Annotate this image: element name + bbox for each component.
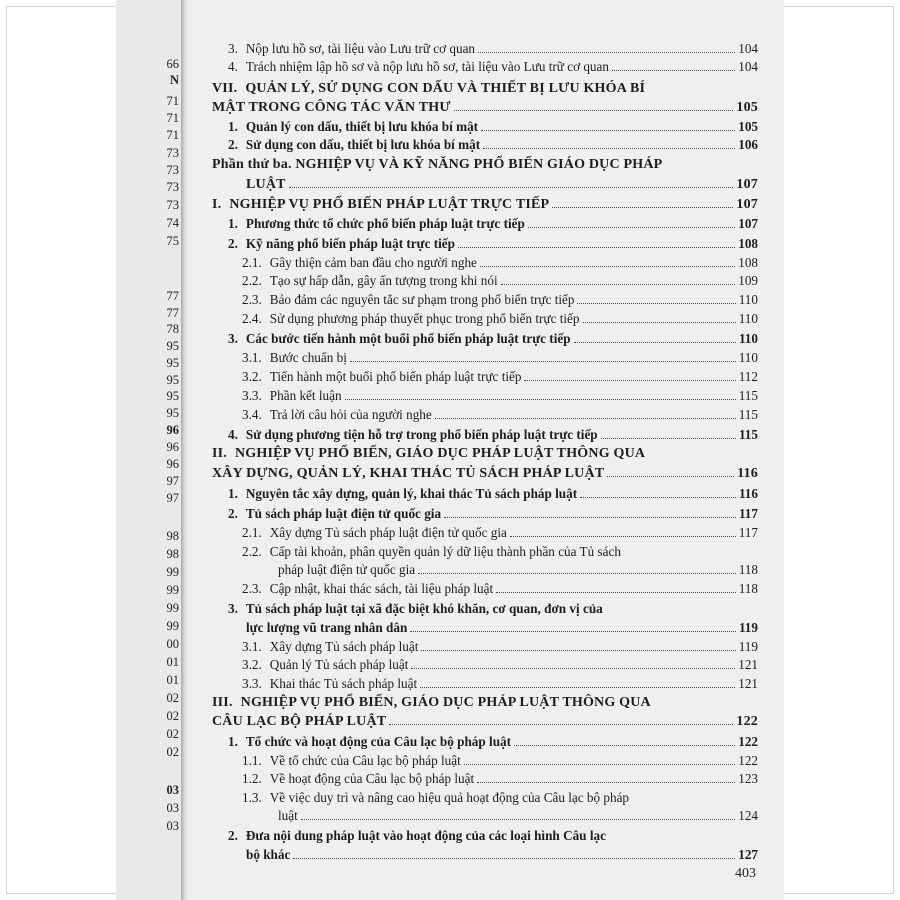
toc-entry-title: LUẬT	[246, 177, 286, 192]
toc-entry-title: bộ khác	[246, 847, 291, 862]
toc-entry-title: Trả lời câu hỏi của người nghe	[269, 407, 432, 422]
toc-leader-dots	[607, 476, 734, 477]
left-page-number: 75	[166, 234, 179, 248]
toc-entry	[212, 694, 758, 711]
toc-entry	[242, 675, 758, 692]
toc-entry-number: 3.2.	[242, 657, 262, 672]
toc-entry-page: 127	[738, 847, 758, 862]
toc-leader-dots	[410, 631, 736, 632]
left-page-number: 00	[166, 637, 179, 651]
toc-entry-title: NGHIỆP VỤ PHỔ BIẾN, GIÁO DỤC PHÁP LUẬT THÔNG QUA	[235, 446, 646, 461]
toc-entry	[212, 80, 758, 97]
toc-leader-dots	[580, 497, 736, 498]
toc-entry-title: Cấp tài khoản, phân quyền quản lý dữ liệu thành phần của Tủ sách	[269, 544, 621, 559]
toc-leader-dots	[552, 207, 733, 208]
toc-entry-page: 107	[736, 197, 758, 212]
toc-leader-dots	[411, 668, 735, 669]
left-page-number: 03	[166, 783, 179, 797]
toc-leader-dots	[477, 782, 735, 783]
toc-entry	[228, 136, 758, 153]
toc-entry-page: 110	[738, 331, 758, 346]
toc-entry	[212, 196, 758, 213]
toc-entry-page: 109	[738, 273, 758, 288]
toc-entry	[242, 310, 758, 327]
toc-entry-title: Cập nhật, khai thác sách, tài liệu pháp luật	[269, 581, 494, 596]
toc-leader-dots	[444, 517, 736, 518]
toc-entry-number: 3.	[228, 331, 238, 346]
toc-entry-number: 2.	[228, 506, 238, 521]
left-page-number: 96	[166, 440, 179, 454]
toc-entry	[228, 827, 758, 844]
toc-entry-title: XÂY DỰNG, QUẢN LÝ, KHAI THÁC TỦ SÁCH PHÁP LUẬT	[212, 466, 605, 481]
left-page-number: 95	[166, 373, 179, 387]
toc-entry-number: 2.4.	[242, 311, 262, 326]
toc-leader-dots	[350, 361, 736, 362]
toc-entry-title: Kỹ năng phổ biến pháp luật trực tiếp	[245, 236, 455, 251]
left-page-number: 03	[166, 801, 179, 815]
left-page-number: 73	[166, 163, 179, 177]
toc-entry	[278, 561, 758, 578]
toc-leader-dots	[601, 438, 736, 439]
book-spine	[181, 0, 188, 900]
toc-entry-page: 106	[738, 137, 758, 152]
left-page-number: 98	[166, 529, 179, 543]
toc-leader-dots	[458, 247, 735, 248]
toc-leader-dots	[528, 227, 735, 228]
left-page-number: 99	[166, 601, 179, 615]
toc-leader-dots	[389, 724, 733, 725]
left-page-number: 71	[166, 94, 179, 108]
toc-leader-dots	[480, 266, 735, 267]
left-page-number: 97	[166, 474, 179, 488]
toc-entry-page: 117	[738, 525, 758, 540]
toc-entry-number: 3.1.	[242, 350, 262, 365]
toc-leader-dots	[435, 418, 736, 419]
toc-entry	[212, 99, 758, 116]
toc-entry-title: Về tổ chức của Câu lạc bộ pháp luật	[269, 753, 461, 768]
toc-entry-number: 1.2.	[242, 771, 262, 786]
left-page-number: 73	[166, 198, 179, 212]
toc-entry-number: 2.2.	[242, 273, 262, 288]
toc-entry-page: 116	[737, 466, 758, 481]
toc-leader-dots	[481, 130, 735, 131]
left-page-number: 01	[166, 655, 179, 669]
toc-entry-title: Về việc duy trì và nâng cao hiệu quả hoạt động của Câu lạc bộ pháp	[269, 790, 630, 805]
toc-leader-dots	[483, 148, 735, 149]
toc-entry-title: MẬT TRONG CÔNG TÁC VĂN THƯ	[212, 100, 451, 115]
toc-leader-dots	[577, 303, 735, 304]
toc-entry	[242, 770, 758, 787]
left-page-number: 02	[166, 745, 179, 759]
toc-entry-page: 110	[738, 350, 758, 365]
left-page-number: 95	[166, 356, 179, 370]
toc-entry-page: 122	[738, 753, 758, 768]
toc-entry-number: 2.1.	[242, 525, 262, 540]
toc-entry	[242, 789, 758, 806]
toc-entry-page: 112	[738, 369, 758, 384]
toc-entry-page: 108	[738, 236, 758, 251]
toc-entry-page: 118	[738, 562, 758, 577]
toc-entry-page: 122	[738, 734, 758, 749]
toc-entry-number: 1.	[228, 486, 238, 501]
left-page-number: 02	[166, 709, 179, 723]
toc-entry-title: CÂU LẠC BỘ PHÁP LUẬT	[212, 714, 387, 729]
left-page-number: 73	[166, 146, 179, 160]
toc-entry-number: III.	[212, 695, 233, 710]
toc-entry-page: 108	[738, 255, 758, 270]
toc-entry-title: Sử dụng phương pháp thuyết phục trong phổ biến trực tiếp	[269, 311, 580, 326]
toc-entry-page: 104	[738, 41, 758, 56]
toc-entry-number: VII.	[212, 81, 238, 96]
toc-entry-page: 105	[736, 100, 758, 115]
left-page-number: 02	[166, 727, 179, 741]
toc-entry-page: 115	[738, 388, 758, 403]
toc-entry	[242, 638, 758, 655]
toc-entry	[228, 235, 758, 252]
toc-entry	[242, 254, 758, 271]
toc-entry	[246, 176, 758, 193]
left-page-number: 01	[166, 673, 179, 687]
left-page-number: 95	[166, 339, 179, 353]
toc-entry-number: 3.	[228, 601, 238, 616]
toc-entry	[246, 846, 758, 863]
toc-entry-number: 1.1.	[242, 753, 262, 768]
toc-entry-title: Gây thiện cảm ban đầu cho người nghe	[269, 255, 477, 270]
toc-entry	[242, 580, 758, 597]
toc-entry-page: 104	[738, 59, 758, 74]
toc-entry-page: 115	[738, 407, 758, 422]
toc-entry	[242, 752, 758, 769]
toc-leader-dots	[420, 687, 735, 688]
toc-entry-number: 1.	[228, 119, 238, 134]
toc-entry-title: Đưa nội dung pháp luật vào hoạt động của các loại hình Câu lạc	[245, 828, 606, 843]
toc-leader-dots	[345, 399, 736, 400]
toc-entry-number: 2.2.	[242, 544, 262, 559]
toc-entry-page: 123	[738, 771, 758, 786]
toc-entry	[212, 156, 758, 173]
toc-entry-number: 1.	[228, 734, 238, 749]
left-page-number: 73	[166, 180, 179, 194]
toc-entry	[228, 330, 758, 347]
left-page-number: 95	[166, 406, 179, 420]
toc-leader-dots	[574, 342, 736, 343]
toc-entry-number: II.	[212, 446, 227, 461]
toc-entry-number: 2.	[228, 236, 238, 251]
toc-entry-page: 121	[738, 676, 758, 691]
toc-entry-title: Nộp lưu hồ sơ, tài liệu vào Lưu trữ cơ quan	[245, 41, 476, 56]
toc-entry-page: 119	[738, 639, 758, 654]
toc-entry-title: Các bước tiến hành một buổi phổ biến pháp luật trực tiếp	[245, 331, 571, 346]
left-page-number: 77	[166, 289, 179, 303]
toc-entry-title: Tạo sự hấp dẫn, gây ấn tượng trong khi nói	[269, 273, 498, 288]
toc-entry-title: Tiến hành một buổi phổ biến pháp luật trực tiếp	[269, 369, 522, 384]
toc-entry	[242, 387, 758, 404]
toc-entry-number: 3.4.	[242, 407, 262, 422]
toc-entry	[228, 58, 758, 75]
toc-entry-title: NGHIỆP VỤ PHỔ BIẾN, GIÁO DỤC PHÁP LUẬT THÔNG QUA	[240, 695, 651, 710]
toc-entry	[212, 445, 758, 462]
toc-entry-number: 4.	[228, 427, 238, 442]
toc-entry-number: 2.1.	[242, 255, 262, 270]
toc-entry	[242, 368, 758, 385]
toc-entry	[228, 215, 758, 232]
left-page-number: 71	[166, 111, 179, 125]
toc-entry	[242, 656, 758, 673]
toc-leader-dots	[289, 187, 734, 188]
toc-entry	[228, 485, 758, 502]
toc-entry-page: 119	[738, 620, 758, 635]
toc-entry-page: 107	[736, 177, 758, 192]
toc-leader-dots	[612, 70, 735, 71]
left-page-number: 98	[166, 547, 179, 561]
toc-entry-title: Quản lý con dấu, thiết bị lưu khóa bí mật	[245, 119, 479, 134]
toc-entry-title: Nguyên tắc xây dựng, quản lý, khai thác Tủ sách pháp luật	[245, 486, 578, 501]
toc-entry-title: Xây dựng Tủ sách pháp luật	[269, 639, 419, 654]
toc-entry-number: 2.	[228, 137, 238, 152]
toc-leader-dots	[421, 650, 735, 651]
toc-entry-title: Khai thác Tủ sách pháp luật	[269, 676, 418, 691]
toc-entry	[212, 465, 758, 482]
toc-entry-page: 124	[738, 808, 758, 823]
toc-entry-number: 3.	[228, 41, 238, 56]
toc-entry-title: Về hoạt động của Câu lạc bộ pháp luật	[269, 771, 475, 786]
left-page-number: 77	[166, 306, 179, 320]
toc-entry-title: Phương thức tổ chức phổ biến pháp luật trực tiếp	[245, 216, 525, 231]
toc-entry-title: Phần thứ ba. NGHIỆP VỤ VÀ KỸ NĂNG PHỔ BIẾN GIÁO DỤC PHÁP	[212, 157, 663, 172]
toc-entry-title: Trách nhiệm lập hồ sơ và nộp lưu hồ sơ, tài liệu vào Lưu trữ cơ quan	[245, 59, 609, 74]
toc-entry	[242, 543, 758, 560]
left-page-number: 03	[166, 819, 179, 833]
toc-entry-page: 122	[736, 714, 758, 729]
toc-entry-page: 115	[738, 427, 758, 442]
toc-entry	[228, 733, 758, 750]
left-page-number: 97	[166, 491, 179, 505]
toc-entry-title: pháp luật điện tử quốc gia	[278, 562, 416, 577]
left-page-number: 74	[166, 216, 179, 230]
toc-entry	[278, 807, 758, 824]
left-page-number: 96	[166, 423, 179, 437]
toc-leader-dots	[454, 110, 734, 111]
left-page-number: 99	[166, 619, 179, 633]
left-page-number: 71	[166, 128, 179, 142]
toc-entry-title: Xây dựng Tủ sách pháp luật điện tử quốc gia	[269, 525, 507, 540]
toc-entry-page: 117	[738, 506, 758, 521]
left-page-number: 99	[166, 565, 179, 579]
left-page-number: 02	[166, 691, 179, 705]
toc-entry-number: 1.3.	[242, 790, 262, 805]
toc-entry	[242, 349, 758, 366]
toc-entry-page: 107	[738, 216, 758, 231]
toc-leader-dots	[524, 380, 735, 381]
toc-entry-number: 3.3.	[242, 388, 262, 403]
left-page-number: N	[169, 73, 179, 87]
left-page-number: 96	[166, 457, 179, 471]
toc-entry	[228, 426, 758, 443]
toc-entry-title: Bảo đảm các nguyên tắc sư phạm trong phổ biến trực tiếp	[269, 292, 575, 307]
toc-entry	[246, 619, 758, 636]
toc-leader-dots	[464, 764, 735, 765]
toc-entry	[228, 600, 758, 617]
toc-entry-title: Sử dụng phương tiện hỗ trợ trong phổ biến pháp luật trực tiếp	[245, 427, 598, 442]
toc-entry-number: 3.2.	[242, 369, 262, 384]
toc-entry-number: 4.	[228, 59, 238, 74]
left-page-number: 78	[166, 322, 179, 336]
toc-entry-title: Tủ sách pháp luật điện tử quốc gia	[245, 506, 442, 521]
toc-entry-page: 121	[738, 657, 758, 672]
page-number: 403	[735, 866, 756, 881]
toc-entry-page: 110	[738, 311, 758, 326]
toc-entry-number: 1.	[228, 216, 238, 231]
left-page-number: 99	[166, 583, 179, 597]
toc-entry-number: 3.3.	[242, 676, 262, 691]
toc-entry	[228, 505, 758, 522]
toc-leader-dots	[418, 573, 736, 574]
toc-entry-title: QUẢN LÝ, SỬ DỤNG CON DẤU VÀ THIẾT BỊ LƯU KHÓA BÍ	[245, 81, 646, 96]
toc-leader-dots	[478, 52, 735, 53]
toc-entry	[228, 118, 758, 135]
toc-entry-title: Tổ chức và hoạt động của Câu lạc bộ pháp luật	[245, 734, 512, 749]
toc-entry	[228, 40, 758, 57]
toc-entry-title: luật	[278, 808, 298, 823]
toc-entry-page: 105	[738, 119, 758, 134]
toc-entry-page: 118	[738, 581, 758, 596]
toc-entry-title: Bước chuẩn bị	[269, 350, 347, 365]
toc-leader-dots	[293, 858, 735, 859]
toc-entry	[242, 291, 758, 308]
left-page	[116, 0, 184, 900]
toc-entry-page: 110	[738, 292, 758, 307]
toc-entry	[242, 272, 758, 289]
toc-entry	[212, 713, 758, 730]
toc-entry-title: Phần kết luận	[269, 388, 342, 403]
toc-entry-title: Quản lý Tủ sách pháp luật	[269, 657, 409, 672]
left-page-number: 66	[166, 57, 179, 71]
toc-leader-dots	[301, 819, 735, 820]
toc-entry-number: 2.3.	[242, 581, 262, 596]
toc-entry	[242, 406, 758, 423]
toc-entry	[242, 524, 758, 541]
toc-leader-dots	[510, 536, 736, 537]
toc-entry-number: 2.3.	[242, 292, 262, 307]
toc-entry-title: NGHIỆP VỤ PHỔ BIẾN PHÁP LUẬT TRỰC TIẾP	[229, 197, 550, 212]
toc-entry-title: Sử dụng con dấu, thiết bị lưu khóa bí mật	[245, 137, 481, 152]
toc-entry-number: I.	[212, 197, 222, 212]
left-page-number: 95	[166, 389, 179, 403]
toc-entry-page: 116	[738, 486, 758, 501]
toc-entry-title: lực lượng vũ trang nhân dân	[246, 620, 408, 635]
toc-entry-number: 3.1.	[242, 639, 262, 654]
toc-leader-dots	[583, 322, 736, 323]
toc-leader-dots	[514, 745, 735, 746]
toc-entry-number: 2.	[228, 828, 238, 843]
toc-leader-dots	[496, 592, 736, 593]
toc-entry-title: Tủ sách pháp luật tại xã đặc biệt khó khăn, cơ quan, đơn vị của	[245, 601, 603, 616]
toc-leader-dots	[501, 284, 736, 285]
